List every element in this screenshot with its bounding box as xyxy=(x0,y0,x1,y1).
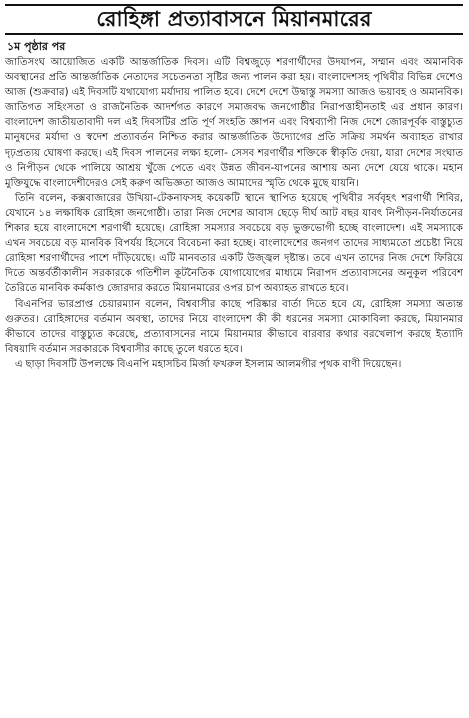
paragraph-3: বিএনপির ভারপ্রাপ্ত চেয়ারম্যান বলেন, বিশ্ববাসীর কাছে পরিষ্কার বার্তা দিতে হবে যে, রোহিঙ্গা সমস্যা অত্যন্ত গুরুতর। রোহিঙ্গাদের বর্তমান অবস্থা, তাদের নিয়ে বাংলাদেশ কী কী ধরনের সমস্যা মোকাবিলা করছে, মিয়ানমার কীভাবে তাদের বাস্তুচ্যুত করেছে, প্রত্যাবাসনের নামে মিয়ানমার কীভাবে বারবার কথার বরখেলাপ করছে ইত্যাদি বিষয়াদি বর্তমান সরকারকে বিশ্ববাসীর কাছে তুলে ধরতে হবে। xyxy=(5,298,463,355)
paragraph-1: জাতিসংঘ আয়োজিত একটি আন্তর্জাতিক দিবস। এটি বিশ্বজুড়ে শরণার্থীদের উদযাপন, সম্মান এবং অমানবিক অবস্থানের প্রতি আন্তর্জাতিক নেতাদের সচেতনতা সৃষ্টির জন্য পালন করা হয়। বাংলাদেশসহ পৃথিবীর বিভিন্ন দেশেও আজ (শুক্রবার) এই দিবসটি যথাযোগ্য মর্যাদায় পালিত হবে। দেশে দেশে উদ্বাস্তু সমস্যা আজও ভয়াবহ ও অমানবিক। জাতিগত সহিংসতা ও রাজনৈতিক আদর্শগত কারণে সমাজবদ্ধ জনগোষ্ঠীর নিরাপত্তাহীনতাই এর প্রধান কারণ। বাংলাদেশ জাতীয়তাবাদী দল এই দিবসটির প্রতি পূর্ণ সংহতি জ্ঞাপন এবং বিশ্বব্যাপী নিজ দেশে জোরপূর্বক বাস্তুচ্যুত মানুষদের মর্যাদা ও স্বদেশ প্রত্যাবর্তন নিশ্চিত করার আন্তর্জাতিক উদ্যোগের প্রতি সক্রিয় সমর্থন অব্যাহত রাখার দৃঢ়প্রত্যয় ঘোষণা করছে। এই দিবস পালনের লক্ষ্য হলো- সেসব শরণার্থীর শক্তিকে স্বীকৃতি দেয়া, যারা দেশের সংঘাত ও নিপীড়ন থেকে পালিয়ে আশ্রয় খুঁজে পেতে এবং উন্নত জীবন-যাপনের আশায় অন্য দেশে যেয়ে থাকে। মহান মুক্তিযুদ্ধে বাংলাদেশীদেরও সেই করুণ অভিজ্ঞতা আজও আমাদের স্মৃতি থেকে মুছে যায়নি। xyxy=(5,57,463,189)
headline: রোহিঙ্গা প্রত্যাবাসনে মিয়ানমারের xyxy=(96,7,372,31)
paragraph-2: তিনি বলেন, কক্সবাজারের উখিয়া-টেকনাফসহ কয়েকটি স্থানে স্থাপিত হয়েছে পৃথিবীর সর্ববৃহৎ শরণার্থী শিবির, যেখানে ১৪ লক্ষাধিক রোহিঙ্গা জনগোষ্ঠী। তারা নিজ দেশের আবাস ছেড়ে দীর্ঘ আট বছর যাবৎ নিপীড়ন-নির্যাতনের শিকার হয়ে বাংলাদেশে শরণার্থী হয়েছে। রোহিঙ্গা সমস্যার সবচেয়ে বড় ভুক্তভোগী হচ্ছে বাংলাদেশ। এই সমস্যাকে এখন সবচেয়ে বড় মানবিক বিপর্যয় হিসেবে বিবেচনা করা হচ্ছে। বাংলাদেশের জনগণ তাদের সাধ্যমতো প্রচেষ্টা নিয়ে রোহিঙ্গা শরণার্থীদের পাশে দাঁড়িয়েছে। এটি মানবতার একটি উজ্জ্বল দৃষ্টান্ত। তবে এখন তাদের নিজ দেশে ফিরিয়ে দিতে অন্তর্বর্তীকালীন সরকারকে গতিশীল কূটনৈতিক যোগাযোগের মাধ্যমে নিরাপদ প্রত্যাবাসনের অনুকূল পরিবেশ তৈরিতে মানবিক কর্মকাণ্ড জোরদার করতে মিয়ানমারের ওপর চাপ অব্যাহত রাখতে হবে। xyxy=(5,192,463,295)
article-body xyxy=(5,55,463,372)
news-clipping xyxy=(0,4,469,718)
headline-banner xyxy=(5,4,463,35)
continued-from-label: ১ম পৃষ্ঠার পর xyxy=(7,40,66,53)
paragraph-4: এ ছাড়া দিবসটি উপলক্ষে বিএনপি মহাসচিব মির্জা ফখরুল ইসলাম আলমগীর পৃথক বাণী দিয়েছেন। xyxy=(15,358,402,370)
